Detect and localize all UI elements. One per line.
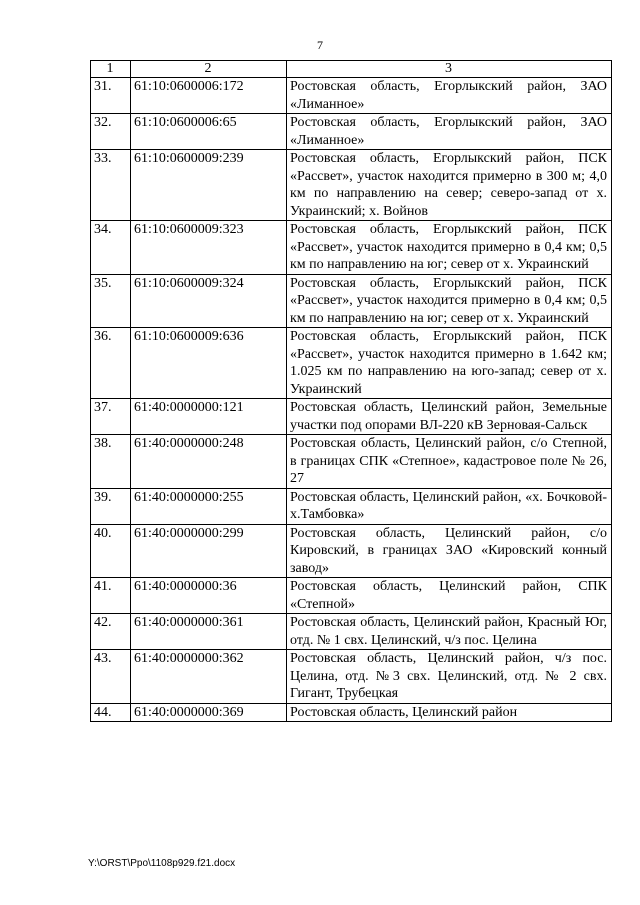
row-number: 42. xyxy=(91,614,131,650)
cadastral-number: 61:40:0000000:255 xyxy=(131,488,287,524)
table-row xyxy=(91,221,612,275)
cadastral-number: 61:10:0600006:65 xyxy=(131,114,287,150)
row-number: 33. xyxy=(91,150,131,221)
cadastral-number: 61:10:0600009:323 xyxy=(131,221,287,275)
address: Ростовская область, Целинский район, с/о Степной, в границах СПК «Степное», кадастровое поле № 26, 27 xyxy=(287,435,612,489)
header-col-3: 3 xyxy=(287,61,612,78)
table-row xyxy=(91,488,612,524)
row-number: 44. xyxy=(91,703,131,722)
table-row xyxy=(91,578,612,614)
row-number: 31. xyxy=(91,78,131,114)
table-row xyxy=(91,650,612,704)
cadastral-number: 61:40:0000000:369 xyxy=(131,703,287,722)
cadastral-number: 61:40:0000000:361 xyxy=(131,614,287,650)
row-number: 35. xyxy=(91,274,131,328)
address: Ростовская область, Целинский район, СПК «Степной» xyxy=(287,578,612,614)
address: Ростовская область, Целинский район, «х. Бочковой-х.Тамбовка» xyxy=(287,488,612,524)
address: Ростовская область, Целинский район xyxy=(287,703,612,722)
cadastral-number: 61:10:0600009:239 xyxy=(131,150,287,221)
table-row xyxy=(91,614,612,650)
cadastral-number: 61:10:0600006:172 xyxy=(131,78,287,114)
row-number: 40. xyxy=(91,524,131,578)
table-row xyxy=(91,114,612,150)
address: Ростовская область, Целинский район, Земельные участки под опорами ВЛ-220 кВ Зерновая-Сальск xyxy=(287,399,612,435)
cadastral-number: 61:40:0000000:248 xyxy=(131,435,287,489)
address: Ростовская область, Егорлыкский район, ПСК «Рассвет», участок находится примерно в 0,4 км; 0,5 км по направлению на юг; север от х. Украинский xyxy=(287,221,612,275)
table-row xyxy=(91,78,612,114)
address: Ростовская область, Егорлыкский район, ПСК «Рассвет», участок находится примерно в 1.642 км; 1.025 км по направлению на юго-запад; север от х. Украинский xyxy=(287,328,612,399)
file-path-footer: Y:\ORST\Ppo\1108p929.f21.docx xyxy=(88,858,236,869)
address: Ростовская область, Целинский район, ч/з пос. Целина, отд. №3 свх. Целинский, отд. № 2 свх. Гигант, Трубецкая xyxy=(287,650,612,704)
address: Ростовская область, Егорлыкский район, ЗАО «Лиманное» xyxy=(287,78,612,114)
row-number: 43. xyxy=(91,650,131,704)
address: Ростовская область, Целинский район, с/о Кировский, в границах ЗАО «Кировский конный завод» xyxy=(287,524,612,578)
header-col-2: 2 xyxy=(131,61,287,78)
row-number: 32. xyxy=(91,114,131,150)
table-header-row xyxy=(91,61,612,78)
parcels-table xyxy=(90,60,612,722)
cadastral-number: 61:40:0000000:362 xyxy=(131,650,287,704)
row-number: 34. xyxy=(91,221,131,275)
row-number: 41. xyxy=(91,578,131,614)
table-row xyxy=(91,703,612,722)
address: Ростовская область, Егорлыкский район, ПСК «Рассвет», участок находится примерно в 300 м; 4,0 км по направлению на север; северо-запад от х. Украинский; х. Войнов xyxy=(287,150,612,221)
row-number: 38. xyxy=(91,435,131,489)
cadastral-number: 61:10:0600009:324 xyxy=(131,274,287,328)
table-row xyxy=(91,435,612,489)
row-number: 36. xyxy=(91,328,131,399)
table-row xyxy=(91,524,612,578)
table-row xyxy=(91,274,612,328)
header-col-1: 1 xyxy=(91,61,131,78)
page-number: 7 xyxy=(317,38,323,52)
table-row xyxy=(91,328,612,399)
cadastral-number: 61:10:0600009:636 xyxy=(131,328,287,399)
cadastral-number: 61:40:0000000:299 xyxy=(131,524,287,578)
table-row xyxy=(91,150,612,221)
address: Ростовская область, Егорлыкский район, ЗАО «Лиманное» xyxy=(287,114,612,150)
address: Ростовская область, Егорлыкский район, ПСК «Рассвет», участок находится примерно в 0,4 км; 0,5 км по направлению на юг; север от х. Украинский xyxy=(287,274,612,328)
table-row xyxy=(91,399,612,435)
row-number: 37. xyxy=(91,399,131,435)
cadastral-number: 61:40:0000000:121 xyxy=(131,399,287,435)
address: Ростовская область, Целинский район, Красный Юг, отд. № 1 свх. Целинский, ч/з пос. Целина xyxy=(287,614,612,650)
row-number: 39. xyxy=(91,488,131,524)
cadastral-number: 61:40:0000000:36 xyxy=(131,578,287,614)
